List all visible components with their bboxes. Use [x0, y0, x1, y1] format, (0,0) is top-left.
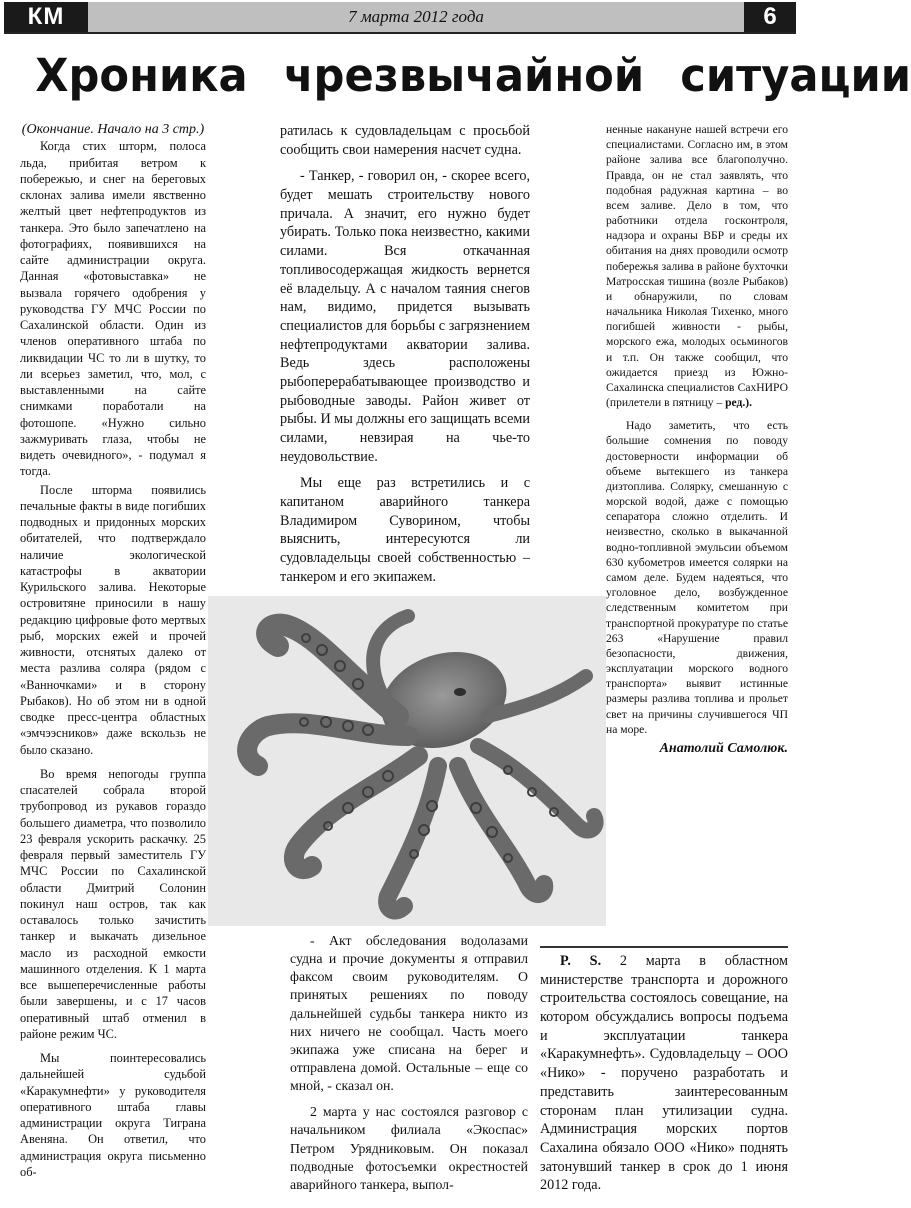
paragraph: 2 марта у нас состоялся разговор с начальником филиала «Экоспас» Петром Урядниковым. Он показал подводные фотосъемки окрестностей аварийного танкера, выпол-	[290, 1104, 528, 1192]
paragraph	[20, 482, 206, 758]
paragraph: Мы еще раз встретились и с капитаном аварийного танкера Владимиром Суворином, чтобы выяснить, интересуются ли судовладельцы своей собственностью – танкером и его экипажем.	[280, 475, 530, 585]
paragraph: - Танкер, - говорил он, - скорее всего, будет мешать строительству нового причала. А значит, его нужно будет убирать. Только пока неизвестно, какими силами. Вся откачанная топливосодержащая жидкость вернется её владельцу. А с началом таяния снегов нам, видимо, придется вызывать специалистов для борьбы с загрязнением нефтепродуктами акватории залива. Ведь здесь расположены рыбоперерабатывающее производство и рыбоводные заводы. Район живет от рыбы. И мы должны его защищать всеми силами, невзирая на чье-то неудовольствие.	[280, 168, 530, 465]
paragraph: Когда стих шторм, полоса льда, прибитая ветром к побережью, и снег на береговых склонах залива имели явственно желтый цвет нефтепродуктов из танкера. Это было запечатлено на фотографиях, появившихся на сайте администрации округа. Данная «фотовыставка» не вызвала горячего одобрения у руководства ГУ МЧС России по Сахалинской области. Один из членов оперативного штаба по ликвидации ЧС то ли в шутку, то ли всерьез заметил, что, мол, с выставленными на сайте снимками поработали на фотошопе. «Нужно сильно зажмуривать глаза, чтобы не видеть очевидного», - подумал я тогда.	[20, 139, 206, 479]
paragraph-text: Надо заметить, что есть большие сомнения по поводу достоверности информации об объеме вытекшего из танкера дизтоплива. Солярку, смешанную с морской водой, даже с помощью сепаратора сложно отделить. И неизвестно, сколько в выкачанной водно-топливной эмульсии объемом 630 кубометров имеется солярки на самом деле. Будем надеяться, что уголовное дело, возбужденное следственным комитетом при транспортной прокуратуре по статье 263 «Нарушение правил безопасности, движения, эксплуатации морского водного транспорта» выявит истинные размеры разлива топлива и прольет свет на причины случившегося ЧП на море.	[606, 419, 788, 736]
issue-date: 7 марта 2012 года	[348, 7, 484, 26]
paragraph: - Акт обследования водолазами судна и прочие документы я отправил факсом своим руководителям. О принятых решениях по поводу дальнейшей судьбы танкера никто из них ничего не сообщал. Часть моего экипажа уже списана на берег и отправлена домой. Остальные – еще со мной, - сказал он.	[290, 933, 528, 1094]
article-column-4	[290, 932, 528, 1194]
paragraph	[606, 122, 788, 410]
editor-note: ред.).	[725, 396, 753, 410]
ps-text: 2 марта в областном министерстве транспорта и дорожного строительства состоялось совещание, на котором обсуждались вопросы подъема и эксплуатации танкера «Каракумнефть». Судовладельцу – ООО «Нико» - поручено разработать и представить заинтересованным сторонам план утилизации судна. Администрация морских портов Сахалина обязало ООО «Нико» поднять затонувший танкер в срок до 1 июня 2012 года.	[540, 953, 788, 1194]
article-column-1	[20, 122, 206, 1180]
paragraph-text: ненные накануне нашей встречи его специалистами. Согласно им, в этом районе залива все благополучно. Правда, он не стал заявлять, что подобная радужная картина – во всем заливе. Дело в том, что работники отдела госконтроля, надзора и охраны ВБР и среды их обитания на днях проводили осмотр побережья залива в районе бухточки Матросская тишина (возле Рыбаков) и обнаружили, по словам начальника Николая Тихенко, много погибшей живности - рыбы, морского ежа, молодых осьминогов и т.п. Он также сообщил, что ожидается приезд из Южно-Сахалинска специалистов СахНИРО (прилетели в пятницу –	[606, 123, 788, 410]
paragraph-text: Во время непогоды группа спасателей собрала второй трубопровод из рукавов гораздо большего диаметра, что позволило 23 февраля ускорить раскачку. 25 февраля первый заместитель ГУ МЧС России по Сахалинской области Дмитрий Солонин покинул наш остров, так как оставалось только зачистить танкер и выкачать дизельное масло из расходной емкости машинного отделения. К 1 марта все вышеперечисленные работы были завершены, и с 17 часов оперативный штаб отменил в районе режим ЧС.	[20, 766, 206, 1041]
author-signature: Анатолий Самолюк.	[659, 740, 788, 756]
octopus-photo	[208, 596, 606, 926]
article-column-3	[606, 122, 788, 756]
paragraph	[606, 418, 788, 737]
article-headline: Хроника чрезвычайной ситуации	[35, 49, 911, 102]
ps-label: P. S.	[560, 953, 602, 969]
octopus-icon	[208, 596, 606, 926]
newspaper-logo: КМ	[4, 2, 88, 32]
paragraph	[540, 952, 788, 1195]
paragraph: ратилась к судовладельцам с просьбой сообщить свои намерения насчет судна.	[280, 123, 530, 158]
paragraph	[20, 766, 206, 1042]
postscript	[540, 952, 788, 1195]
masthead	[4, 2, 796, 34]
paragraph-text: После шторма появились печальные факты в виде погибших подводных и придонных морских обитателей, что подтверждало наличие экологической катастрофы в акватории Курильского залива. Некоторые островитяне приносили в нашу редакцию цифровые фото мертвых рыб, морских ежей и прочей живности, отснятых далеко от места разлива соляра (рядом с «Ванночками» и в сторону Рыбаков). Но об этом ни в одной сводке пресс-центра областных «эмчээсников» даже вскользь не было сказано.	[20, 482, 206, 757]
continuation-note: (Окончание. Начало на 3 стр.)	[21, 122, 205, 137]
page-number: 6	[744, 2, 796, 32]
ps-divider	[540, 946, 788, 948]
paragraph: Мы поинтересовались дальнейшей судьбой «Каракумнефти» у руководителя оперативного штаба главы администрации округа Тиграна Авеняна. Он ответил, что администрация округа письменно об-	[20, 1051, 206, 1179]
article-column-2	[280, 122, 530, 587]
